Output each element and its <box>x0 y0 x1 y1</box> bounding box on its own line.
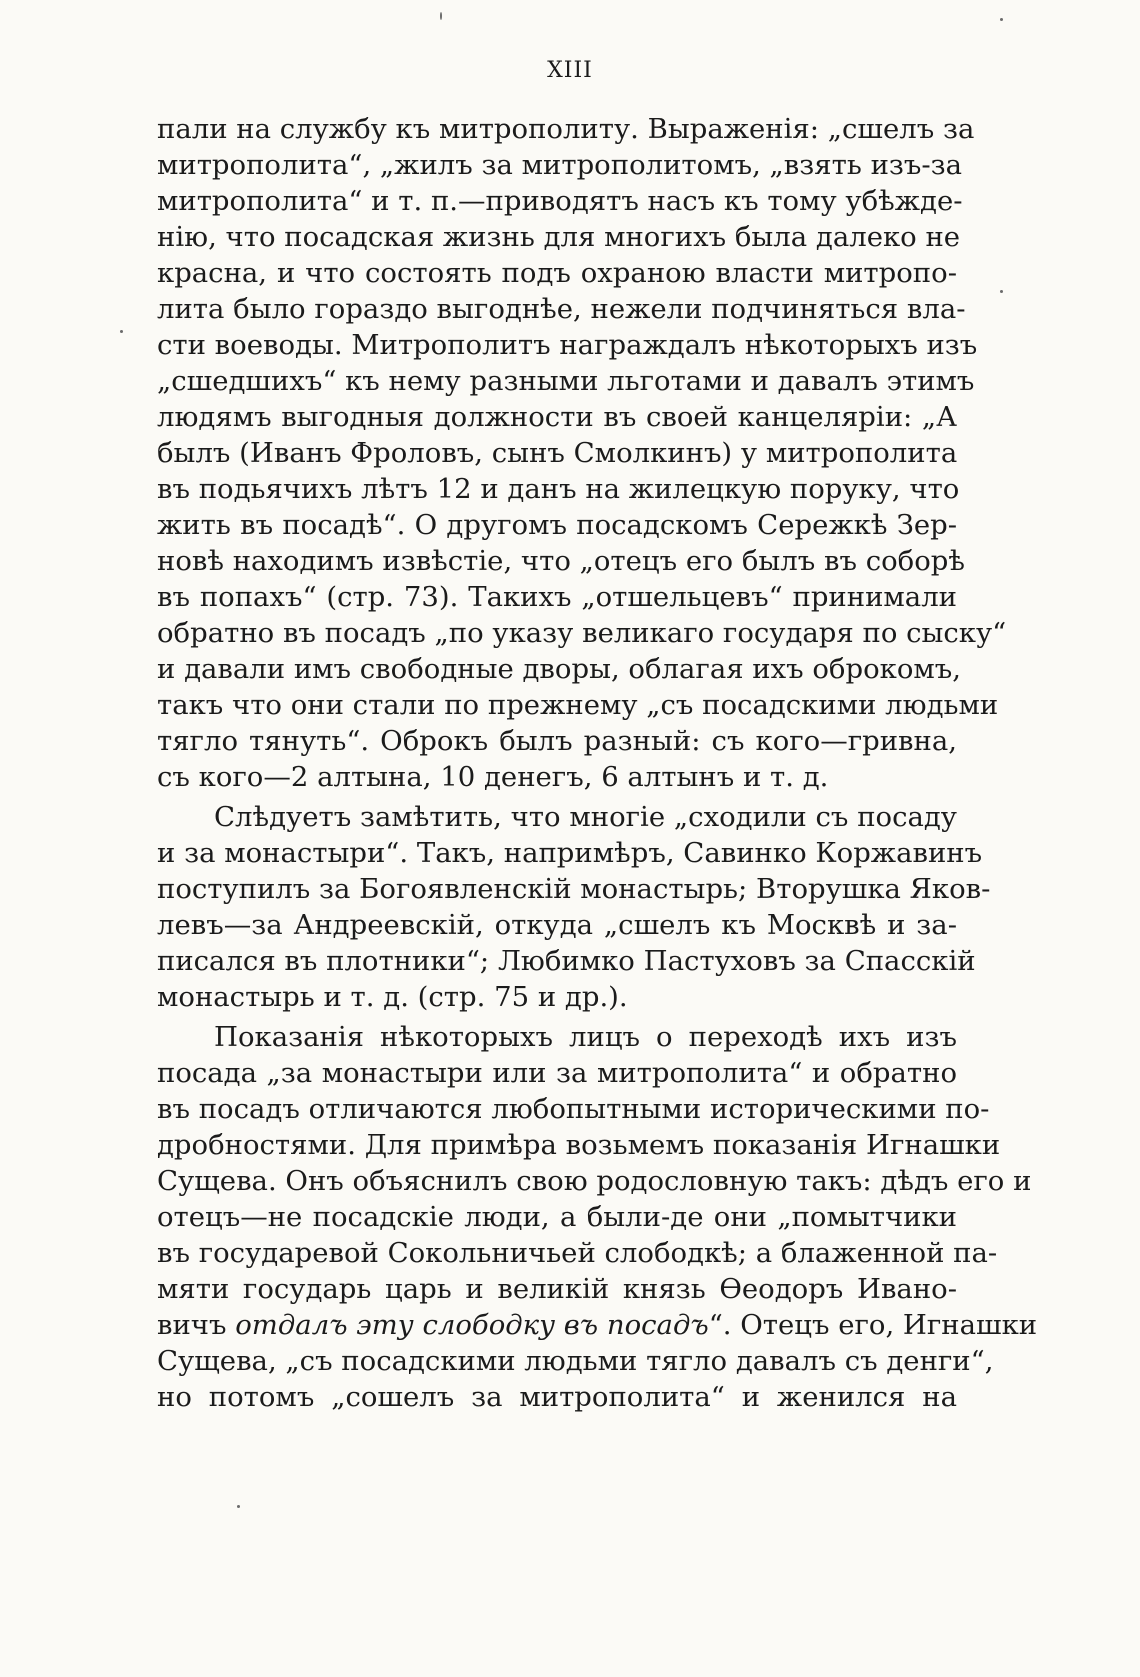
page-number: XIII <box>547 58 593 83</box>
text-line <box>157 1306 1038 1344</box>
text-line: красна, и что состоять подъ охраною власти митропо- <box>157 257 957 289</box>
text-line: монастырь и т. д. (стр. 75 и др.). <box>157 981 628 1013</box>
text-line: поступилъ за Богоявленскій монастырь; Вторушка Яков- <box>157 873 991 905</box>
text-line: такъ что они стали по прежнему „съ посадскими людьми <box>157 689 999 721</box>
scan-speck <box>440 12 442 20</box>
text-line: Слѣдуетъ замѣтить, что многіе „сходили съ посаду <box>214 801 957 833</box>
scan-speck <box>120 330 123 333</box>
text-line: жить въ посадѣ“. О другомъ посадскомъ Сережкѣ Зер- <box>157 509 957 541</box>
text-line: въ посадъ отличаются любопытными историческими по- <box>157 1093 990 1125</box>
text-line: и за монастыри“. Такъ, напримѣръ, Савинко Коржавинъ <box>157 837 983 869</box>
text-line: людямъ выгодныя должности въ своей канцеляріи: „А <box>157 401 957 433</box>
text-line: былъ (Иванъ Фроловъ, сынъ Смолкинъ) у митрополита <box>157 437 958 469</box>
text-line: сти воеводы. Митрополитъ награждалъ нѣкоторыхъ изъ <box>157 329 978 361</box>
text-line: въ попахъ“ (стр. 73). Такихъ „отшельцевъ“ принимали <box>157 581 957 613</box>
text-line: обратно въ посадъ „по указу великаго государя по сыску“ <box>157 617 1007 649</box>
text-line: посада „за монастыри или за митрополита“ и обратно <box>157 1057 957 1089</box>
text-line: дробностями. Для примѣра возьмемъ показанія Игнашки <box>157 1129 1001 1161</box>
text-line: но потомъ „сошелъ за митрополита“ и женился на <box>157 1381 957 1413</box>
text-line: новѣ находимъ извѣстіе, что „отецъ его былъ въ соборѣ <box>157 545 965 577</box>
line-lead: вичъ <box>157 1309 236 1341</box>
text-line: отецъ—не посадскіе люди, а были-де они „помытчики <box>157 1201 957 1233</box>
text-line: въ подьячихъ лѣтъ 12 и данъ на жилецкую поруку, что <box>157 473 960 505</box>
text-line: митрополита“, „жилъ за митрополитомъ, „взять изъ-за <box>157 149 963 181</box>
text-line: съ кого—2 алтына, 10 денегъ, 6 алтынъ и т. д. <box>157 761 829 793</box>
line-tail: “. Отецъ его, Игнашки <box>708 1309 1038 1341</box>
text-line: Сущева, „съ посадскими людьми тягло давалъ съ денги“, <box>157 1345 994 1377</box>
scan-speck <box>1000 290 1003 293</box>
text-line: нію, что посадская жизнь для многихъ была далеко не <box>157 221 961 253</box>
text-line: Сущева. Онъ объяснилъ свою родословную такъ: дѣдъ его и <box>157 1165 1032 1197</box>
italic-quote: отдалъ эту слободку въ посадъ <box>235 1309 709 1341</box>
text-line: левъ—за Андреевскій, откуда „сшелъ къ Москвѣ и за- <box>157 909 957 941</box>
text-line: лита было гораздо выгоднѣе, нежели подчиняться вла- <box>157 293 966 325</box>
text-line: въ государевой Сокольничьей слободкѣ; а блаженной па- <box>157 1237 998 1269</box>
text-line: „сшедшихъ“ къ нему разными льготами и давалъ этимъ <box>157 365 975 397</box>
text-line: мяти государь царь и великій князь Ѳеодоръ Ивано- <box>157 1273 957 1305</box>
text-line: пали на службу къ митрополиту. Выраженія: „сшелъ за <box>157 113 975 145</box>
text-line: тягло тянуть“. Оброкъ былъ разный: съ кого—гривна, <box>157 725 957 757</box>
text-line: митрополита“ и т. п.—приводятъ насъ къ тому убѣжде- <box>157 185 963 217</box>
text-line: Показанія нѣкоторыхъ лицъ о переходѣ ихъ изъ <box>214 1021 957 1053</box>
text-line: писался въ плотники“; Любимко Пастуховъ за Спасскій <box>157 945 976 977</box>
scan-speck <box>237 1505 240 1508</box>
text-line: и давали имъ свободные дворы, облагая ихъ оброкомъ, <box>157 653 962 685</box>
scan-speck <box>1000 18 1003 21</box>
